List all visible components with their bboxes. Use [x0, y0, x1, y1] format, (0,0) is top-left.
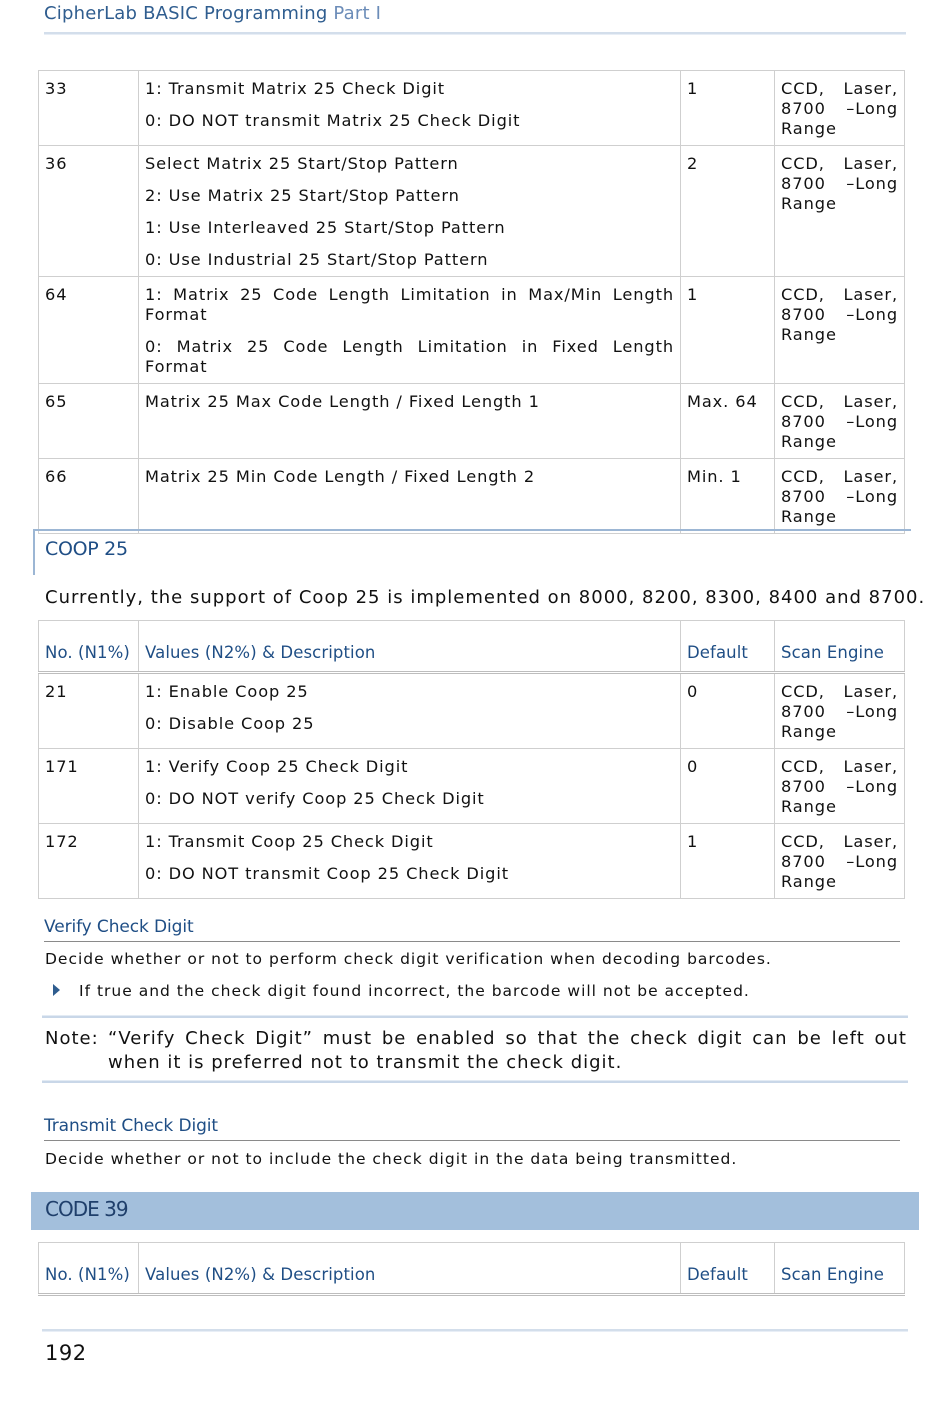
cell-default: 0 [681, 749, 775, 824]
engine-line: CCD, Laser, [781, 392, 898, 411]
cell-values-description [139, 459, 681, 534]
table-row [39, 384, 905, 459]
engine-line: Range [781, 194, 837, 213]
cell-scan-engine [775, 146, 905, 277]
cell-values-description [139, 71, 681, 146]
cell-number: 36 [39, 146, 139, 277]
cell-number: 66 [39, 459, 139, 534]
engine-line: 8700 –Long [781, 305, 898, 324]
cell-default: 0 [681, 673, 775, 749]
transmit-description: Decide whether or not to include the check digit in the data being transmitted. [45, 1150, 738, 1168]
engine-line: CCD, Laser, [781, 682, 898, 701]
cell-default: Min. 1 [681, 459, 775, 534]
cell-number: 21 [39, 673, 139, 749]
header-rule [44, 32, 906, 35]
cell-default: 1 [681, 71, 775, 146]
engine-line: 8700 –Long [781, 852, 898, 871]
coop25-intro: Currently, the support of Coop 25 is implemented on 8000, 8200, 8300, 8400 and 8700. [45, 587, 926, 608]
cell-scan-engine [775, 384, 905, 459]
table-row [39, 824, 905, 899]
running-header [44, 3, 381, 24]
cell-number: 172 [39, 824, 139, 899]
cell-values-description [139, 749, 681, 824]
value-line: 0: Use Industrial 25 Start/Stop Pattern [145, 250, 489, 269]
note-block [45, 1027, 907, 1075]
cell-default: 1 [681, 824, 775, 899]
table-row [39, 146, 905, 277]
value-line: Matrix 25 Max Code Length / Fixed Length 1 [145, 392, 540, 411]
cell-number: 171 [39, 749, 139, 824]
table-row [39, 673, 905, 749]
engine-line: 8700 –Long [781, 777, 898, 796]
engine-line: CCD, Laser, [781, 154, 898, 173]
value-line: Matrix 25 Min Code Length / Fixed Length 2 [145, 467, 536, 486]
col-header-values: Values (N2%) & Description [139, 621, 681, 673]
cell-values-description [139, 384, 681, 459]
coop25-table-header [39, 621, 905, 673]
engine-line: 8700 –Long [781, 487, 898, 506]
engine-line: Range [781, 119, 837, 138]
value-line: 1: Matrix 25 Code Length Limitation in Max/Min Length Format [145, 285, 674, 324]
col-header-engine: Scan Engine [775, 1243, 905, 1295]
subheading-transmit-check-digit: Transmit Check Digit [44, 1116, 218, 1136]
engine-line: Range [781, 797, 837, 816]
col-header-values: Values (N2%) & Description [139, 1243, 681, 1295]
section-banner [31, 1192, 919, 1230]
engine-line: 8700 –Long [781, 174, 898, 193]
cell-values-description [139, 824, 681, 899]
value-line: 1: Transmit Matrix 25 Check Digit [145, 79, 446, 98]
cell-default: Max. 64 [681, 384, 775, 459]
cell-values-description [139, 277, 681, 384]
engine-line: Range [781, 872, 837, 891]
value-line: 1: Enable Coop 25 [145, 682, 309, 701]
header-title: CipherLab BASIC Programming [44, 3, 328, 24]
cell-scan-engine [775, 71, 905, 146]
coop25-table-body [39, 673, 905, 899]
value-line: 2: Use Matrix 25 Start/Stop Pattern [145, 186, 460, 205]
cell-number: 33 [39, 71, 139, 146]
value-line: Select Matrix 25 Start/Stop Pattern [145, 154, 459, 173]
engine-line: Range [781, 432, 837, 451]
cell-scan-engine [775, 824, 905, 899]
col-header-default: Default [681, 621, 775, 673]
engine-line: CCD, Laser, [781, 285, 898, 304]
subheading-verify-check-digit: Verify Check Digit [44, 917, 194, 937]
cell-number: 64 [39, 277, 139, 384]
col-header-no: No. (N1%) [39, 621, 139, 673]
engine-line: 8700 –Long [781, 412, 898, 431]
subheading-rule [44, 1140, 900, 1141]
engine-line: Range [781, 325, 837, 344]
matrix25-table-body [39, 71, 905, 534]
cell-values-description [139, 146, 681, 277]
cell-values-description [139, 673, 681, 749]
engine-line: CCD, Laser, [781, 79, 898, 98]
section-title-coop25: COOP 25 [45, 538, 128, 560]
col-header-engine: Scan Engine [775, 621, 905, 673]
note-bottom-rule [42, 1080, 908, 1083]
table-row [39, 277, 905, 384]
note-top-rule [42, 1015, 908, 1018]
cell-scan-engine [775, 459, 905, 534]
engine-line: Range [781, 722, 837, 741]
cell-scan-engine [775, 749, 905, 824]
value-line: 0: DO NOT transmit Matrix 25 Check Digit [145, 111, 521, 130]
bullet-arrow-icon [53, 984, 60, 996]
header-part: Part I [333, 3, 382, 24]
matrix25-table [38, 70, 905, 534]
engine-line: CCD, Laser, [781, 832, 898, 851]
footer-rule [42, 1329, 908, 1332]
engine-line: Range [781, 507, 837, 526]
subheading-rule [44, 941, 900, 942]
engine-line: 8700 –Long [781, 702, 898, 721]
cell-number: 65 [39, 384, 139, 459]
table-row [39, 749, 905, 824]
table-row [39, 459, 905, 534]
engine-line: 8700 –Long [781, 99, 898, 118]
value-line: 1: Use Interleaved 25 Start/Stop Pattern [145, 218, 506, 237]
cell-default: 2 [681, 146, 775, 277]
verify-description: Decide whether or not to perform check digit verification when decoding barcodes. [45, 950, 772, 968]
value-line: 0: DO NOT transmit Coop 25 Check Digit [145, 864, 510, 883]
code39-table-header [39, 1243, 905, 1295]
page-number: 192 [45, 1341, 87, 1365]
value-line: 1: Verify Coop 25 Check Digit [145, 757, 409, 776]
verify-bullet: If true and the check digit found incorrect, the barcode will not be accepted. [79, 982, 750, 1000]
code39-table [38, 1242, 905, 1296]
engine-line: CCD, Laser, [781, 467, 898, 486]
cell-default: 1 [681, 277, 775, 384]
col-header-default: Default [681, 1243, 775, 1295]
section-title-code39: CODE 39 [45, 1197, 128, 1221]
value-line: 1: Transmit Coop 25 Check Digit [145, 832, 434, 851]
cell-scan-engine [775, 673, 905, 749]
value-line: 0: DO NOT verify Coop 25 Check Digit [145, 789, 485, 808]
note-label: Note: [45, 1028, 99, 1049]
table-row [39, 71, 905, 146]
section-heading-frame [33, 529, 911, 575]
value-line: 0: Disable Coop 25 [145, 714, 315, 733]
engine-line: CCD, Laser, [781, 757, 898, 776]
cell-scan-engine [775, 277, 905, 384]
col-header-no: No. (N1%) [39, 1243, 139, 1295]
note-text: “Verify Check Digit” must be enabled so that the check digit can be left out when it is preferred not to transmit the check digit. [108, 1028, 907, 1073]
value-line: 0: Matrix 25 Code Length Limitation in Fixed Length Format [145, 337, 674, 376]
coop25-table [38, 620, 905, 899]
